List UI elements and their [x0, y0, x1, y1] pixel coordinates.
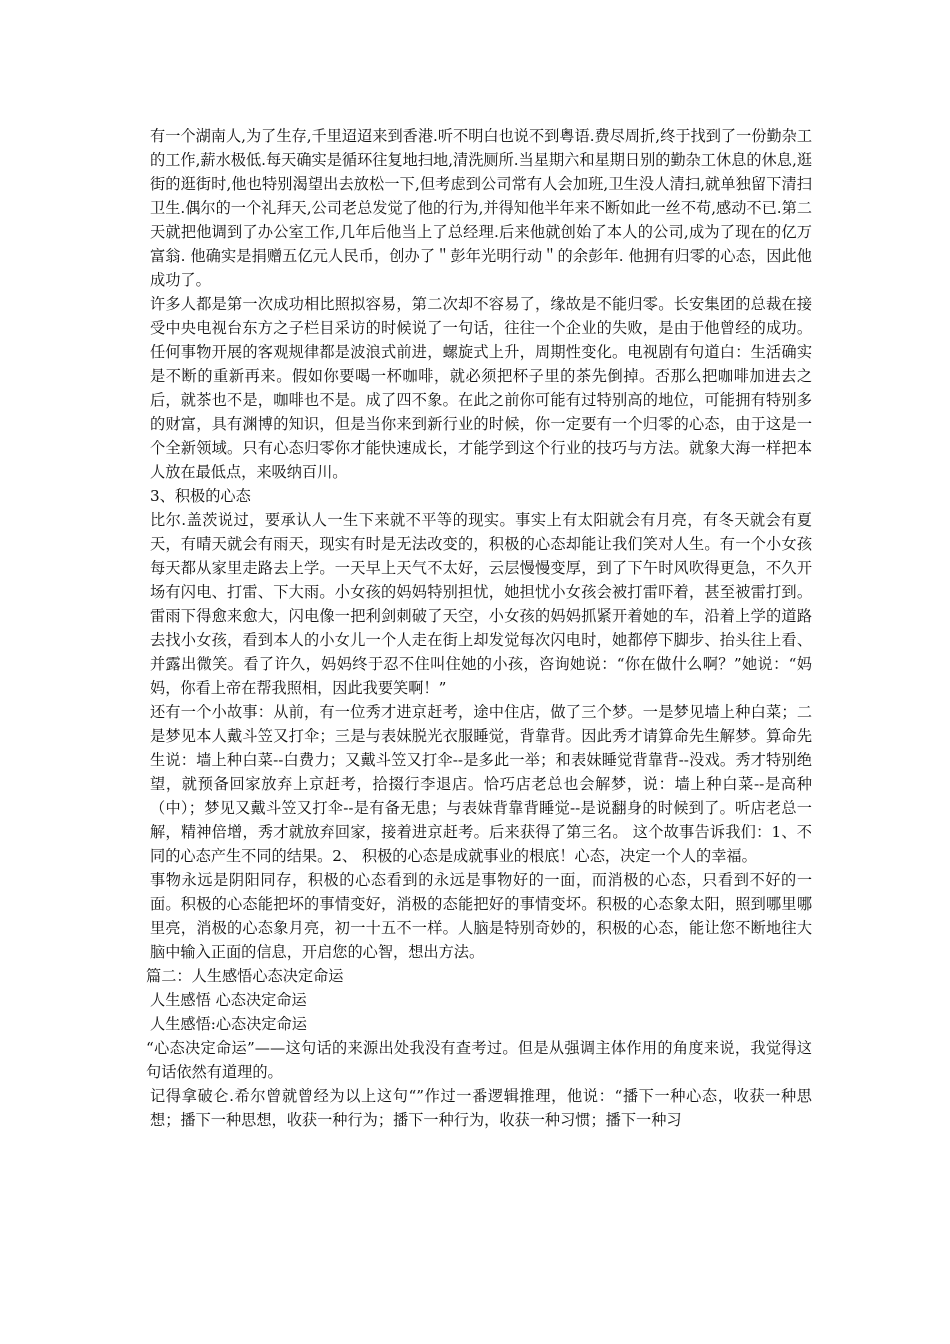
paragraph-yin-yang: 事物永远是阴阳同存，积极的心态看到的永远是事物好的一面，而消极的心态，只看到不好的一面。积极的心态能把坏的事情变好，消极的态能把好的事情变坏。积极的心态象太阳，照到哪里哪里亮，消极的心态象月亮，初一十五不一样。人脑是特别奇妙的，积极的心态，能让您不断地往大脑中输入正面的信息，开启您的心智，想出方法。 [150, 871, 812, 961]
paragraph-zero-mindset: 许多人都是第一次成功相比照拟容易，第二次却不容易了，缘故是不能归零。长安集团的总裁在接受中央电视台东方之子栏目采访的时候说了一句话，往往一个企业的失败，是由于他曾经的成功。任何事物开展的客观规律都是波浪式前进，螺旋式上升，周期性变化。电视剧有句道白：生活确实是不断的重新再来。假如你要喝一杯咖啡，就必须把杯子里的茶先倒掉。否那么把咖啡加进去之后，就茶也不是，咖啡也不是。成了四不象。在此之前你可能有过特别高的地位，可能拥有特别多的财富，具有渊博的知识，但是当你来到新行业的时候，你一定要有一个归零的心态，由于这是一个全新领域。只有心态归零你才能快速成长，才能学到这个行业的技巧与方法。就象大海一样把本人放在最低点，来吸纳百川。 [150, 295, 812, 481]
paragraph-napoleon-hill: 记得拿破仑.希尔曾就曾经为以上这句“”作过一番逻辑推理，他说：“播下一种心态，收获一种思想；播下一种思想，收获一种行为；播下一种行为，收获一种习惯；播下一种习 [150, 1087, 812, 1129]
section-heading-positive-mindset: 3、积极的心态 [150, 487, 251, 505]
paragraph-scholar-dreams: 还有一个小故事：从前，有一位秀才进京赶考，途中住店，做了三个梦。一是梦见墙上种白菜；二是梦见本人戴斗笠又打伞；三是与表妹脱光衣服睡觉，背靠背。因此秀才请算命先生解梦。算命先生说：墙上种白菜--白费力；又戴斗笠又打伞--是多此一举；和表妹睡觉背靠背--没戏。秀才特别绝望，就预备回家放弃上京赶考，拾掇行李退店。恰巧店老总也会解梦，说：墙上种白菜--是高种（中）；梦见又戴斗笠又打伞--是有备无患；与表妹背靠背睡觉--是说翻身的时候到了。听店老总一解，精神倍增，秀才就放弃回家，接着进京赶考。后来获得了第三名。 这个故事告诉我们：1、不同的心态产生不同的结果。2、 积极的心态是成就事业的根底！心态，决定一个人的幸福。 [150, 703, 812, 865]
chapter-heading-part-two: 篇二：人生感悟心态决定命运 [146, 967, 344, 985]
document-body [146, 124, 812, 1132]
subtitle-2: 人生感悟:心态决定命运 [150, 1015, 307, 1033]
paragraph-mindset-destiny: “心态决定命运”——这句话的来源出处我没有查考过。但是从强调主体作用的角度来说，我觉得这句话依然有道理的。 [146, 1039, 812, 1081]
subtitle-1: 人生感悟 心态决定命运 [150, 991, 307, 1009]
paragraph-bill-gates-girl: 比尔.盖茨说过，要承认人一生下来就不平等的现实。事实上有太阳就会有月亮，有冬天就会有夏天，有晴天就会有雨天，现实有时是无法改变的，积极的心态却能让我们笑对人生。有一个小女孩每天都从家里走路去上学。一天早上天气不太好，云层慢慢变厚，到了下午时风吹得更急，不久开场有闪电、打雷、下大雨。小女孩的妈妈特别担忧，她担忧小女孩会被打雷吓着，甚至被雷打到。雷雨下得愈来愈大，闪电像一把利剑刺破了天空，小女孩的妈妈抓紧开着她的车，沿着上学的道路去找小女孩，看到本人的小女儿一个人走在街上却发觉每次闪电时，她都停下脚步、抬头往上看、并露出微笑。看了许久，妈妈终于忍不住叫住她的小孩，咨询她说：“你在做什么啊？”她说：“妈妈，你看上帝在帮我照相，因此我要笑啊！” [150, 511, 812, 697]
paragraph-hunan-story: 有一个湖南人,为了生存,千里迢迢来到香港.听不明白也说不到粤语.费尽周折,终于找到了一份勤杂工的工作,薪水极低.每天确实是循环往复地扫地,清洗厕所.当星期六和星期日别的勤杂工休息的休息,逛街的逛街时,他也特别渴望出去放松一下,但考虑到公司常有人会加班,卫生没人清扫,就单独留下清扫卫生.偶尔的一个礼拜天,公司老总发觉了他的行为,并得知他半年来不断如此一丝不苟,感动不已.第二天就把他调到了办公室工作,几年后他当上了总经理.后来他就创始了本人的公司,成为了现在的亿万富翁. 他确实是捐赠五亿元人民币，创办了＂彭年光明行动＂的余彭年. 他拥有归零的心态，因此他成功了。 [150, 127, 813, 289]
